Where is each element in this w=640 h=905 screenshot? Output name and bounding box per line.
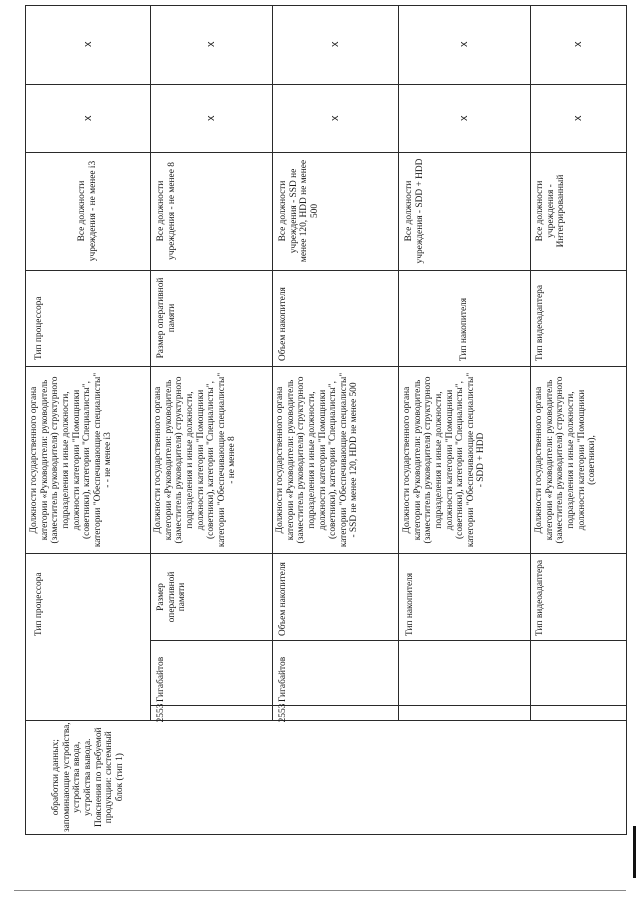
row-0-char-b: Тип процессора bbox=[33, 296, 44, 360]
row-1-value-a: Должности государственного органа категории «Руководители: руководитель (заместитель руководителя) структурного подразделения и иные должности, должности категории "Помощники (советники), категории "Специалисты", категории "Обеспечивающие специалисты" - не менее 8 bbox=[153, 372, 238, 547]
row-3-x1: x bbox=[457, 41, 470, 48]
row-4-x2: x bbox=[571, 115, 584, 121]
row-1-unit: Гигабайтов bbox=[156, 656, 166, 702]
row-2-x1: x bbox=[328, 41, 341, 48]
product-description-text: обработки данных; запоминающие устройства, устройства ввода, устройства вывода. Пояснения по требуемой продукции: системный блок (тип 1) bbox=[50, 722, 125, 832]
page-bottom-rule bbox=[14, 890, 626, 891]
row-1-num: 2553 bbox=[156, 703, 166, 722]
row-0-x1: x bbox=[81, 41, 94, 48]
row-4-char-a: Тип видеоадаптера bbox=[535, 559, 545, 636]
product-description-cell bbox=[25, 720, 150, 834]
row-0-value-a: Должности государственного органа категории «Руководители: руководитель (заместитель руководителя) структурного подразделения и иные должности, должности категории "Помощники (советники), категории "Специалисты", категории "Обеспечивающие специалисты" - - не менее i3 bbox=[28, 372, 113, 547]
row-2-char-b: Объем накопителя bbox=[278, 287, 288, 361]
row-3-x2: x bbox=[457, 115, 470, 121]
row-2-char-a: Объем накопителя bbox=[278, 561, 288, 636]
table-line bbox=[626, 5, 627, 834]
row-4-char-b: Тип видеоадаптера bbox=[535, 284, 545, 361]
row-1-x1: x bbox=[204, 41, 217, 48]
row-3-char-b: Тип накопителя bbox=[458, 297, 469, 361]
row-1-value-b: Все должности учреждения - не менее 8 bbox=[156, 162, 177, 260]
row-3-char-a: Тип накопителя bbox=[405, 572, 415, 636]
table-line bbox=[25, 834, 627, 835]
row-2-num: 2553 bbox=[278, 703, 288, 722]
row-4-value-b: Все должности учреждения - Интегрированный bbox=[535, 174, 567, 248]
row-2-x2: x bbox=[328, 115, 341, 121]
row-0-value-b: Все должности учреждения - не менее i3 bbox=[76, 160, 98, 262]
row-2-value-b: Все должности учреждения - SSD не менее 120, HDD не менее 500 bbox=[278, 159, 320, 263]
row-1-x2: x bbox=[204, 115, 217, 121]
row-4-value-a: Должности государственного органа категории «Руководители: руководитель (заместитель руководителя) структурного подразделения и иные должности, должности категории "Помощники (советники), bbox=[534, 376, 598, 543]
row-2-value-a: Должности государственного органа категории «Руководители: руководитель (заместитель руководителя) структурного подразделения и иные должности, должности категории "Помощники (советники), категории "Специалисты", категории "Обеспечивающие специалисты" - SSD не менее 120, HDD не менее 500 bbox=[275, 372, 360, 547]
row-3-value-b: Все должности учреждения - SDD + HDD bbox=[404, 158, 425, 264]
row-1-char-b: Размер оперативной памяти bbox=[156, 277, 177, 359]
row-1-char-a: Размер оперативной памяти bbox=[156, 571, 188, 622]
row-0-char-a: Тип процессора bbox=[33, 571, 44, 636]
row-4-x1: x bbox=[571, 41, 584, 48]
row-3-value-a: Должности государственного органа категории «Руководители: руководитель (заместитель руководителя) структурного подразделения и иные должности, должности категории "Помощники (советники), категории "Специалисты", категории "Обеспечивающие специалисты" - SDD + HDD bbox=[402, 372, 487, 547]
scan-edge-mark bbox=[633, 826, 636, 878]
row-0-x2: x bbox=[81, 115, 94, 121]
row-2-unit: Гигабайтов bbox=[278, 656, 288, 702]
